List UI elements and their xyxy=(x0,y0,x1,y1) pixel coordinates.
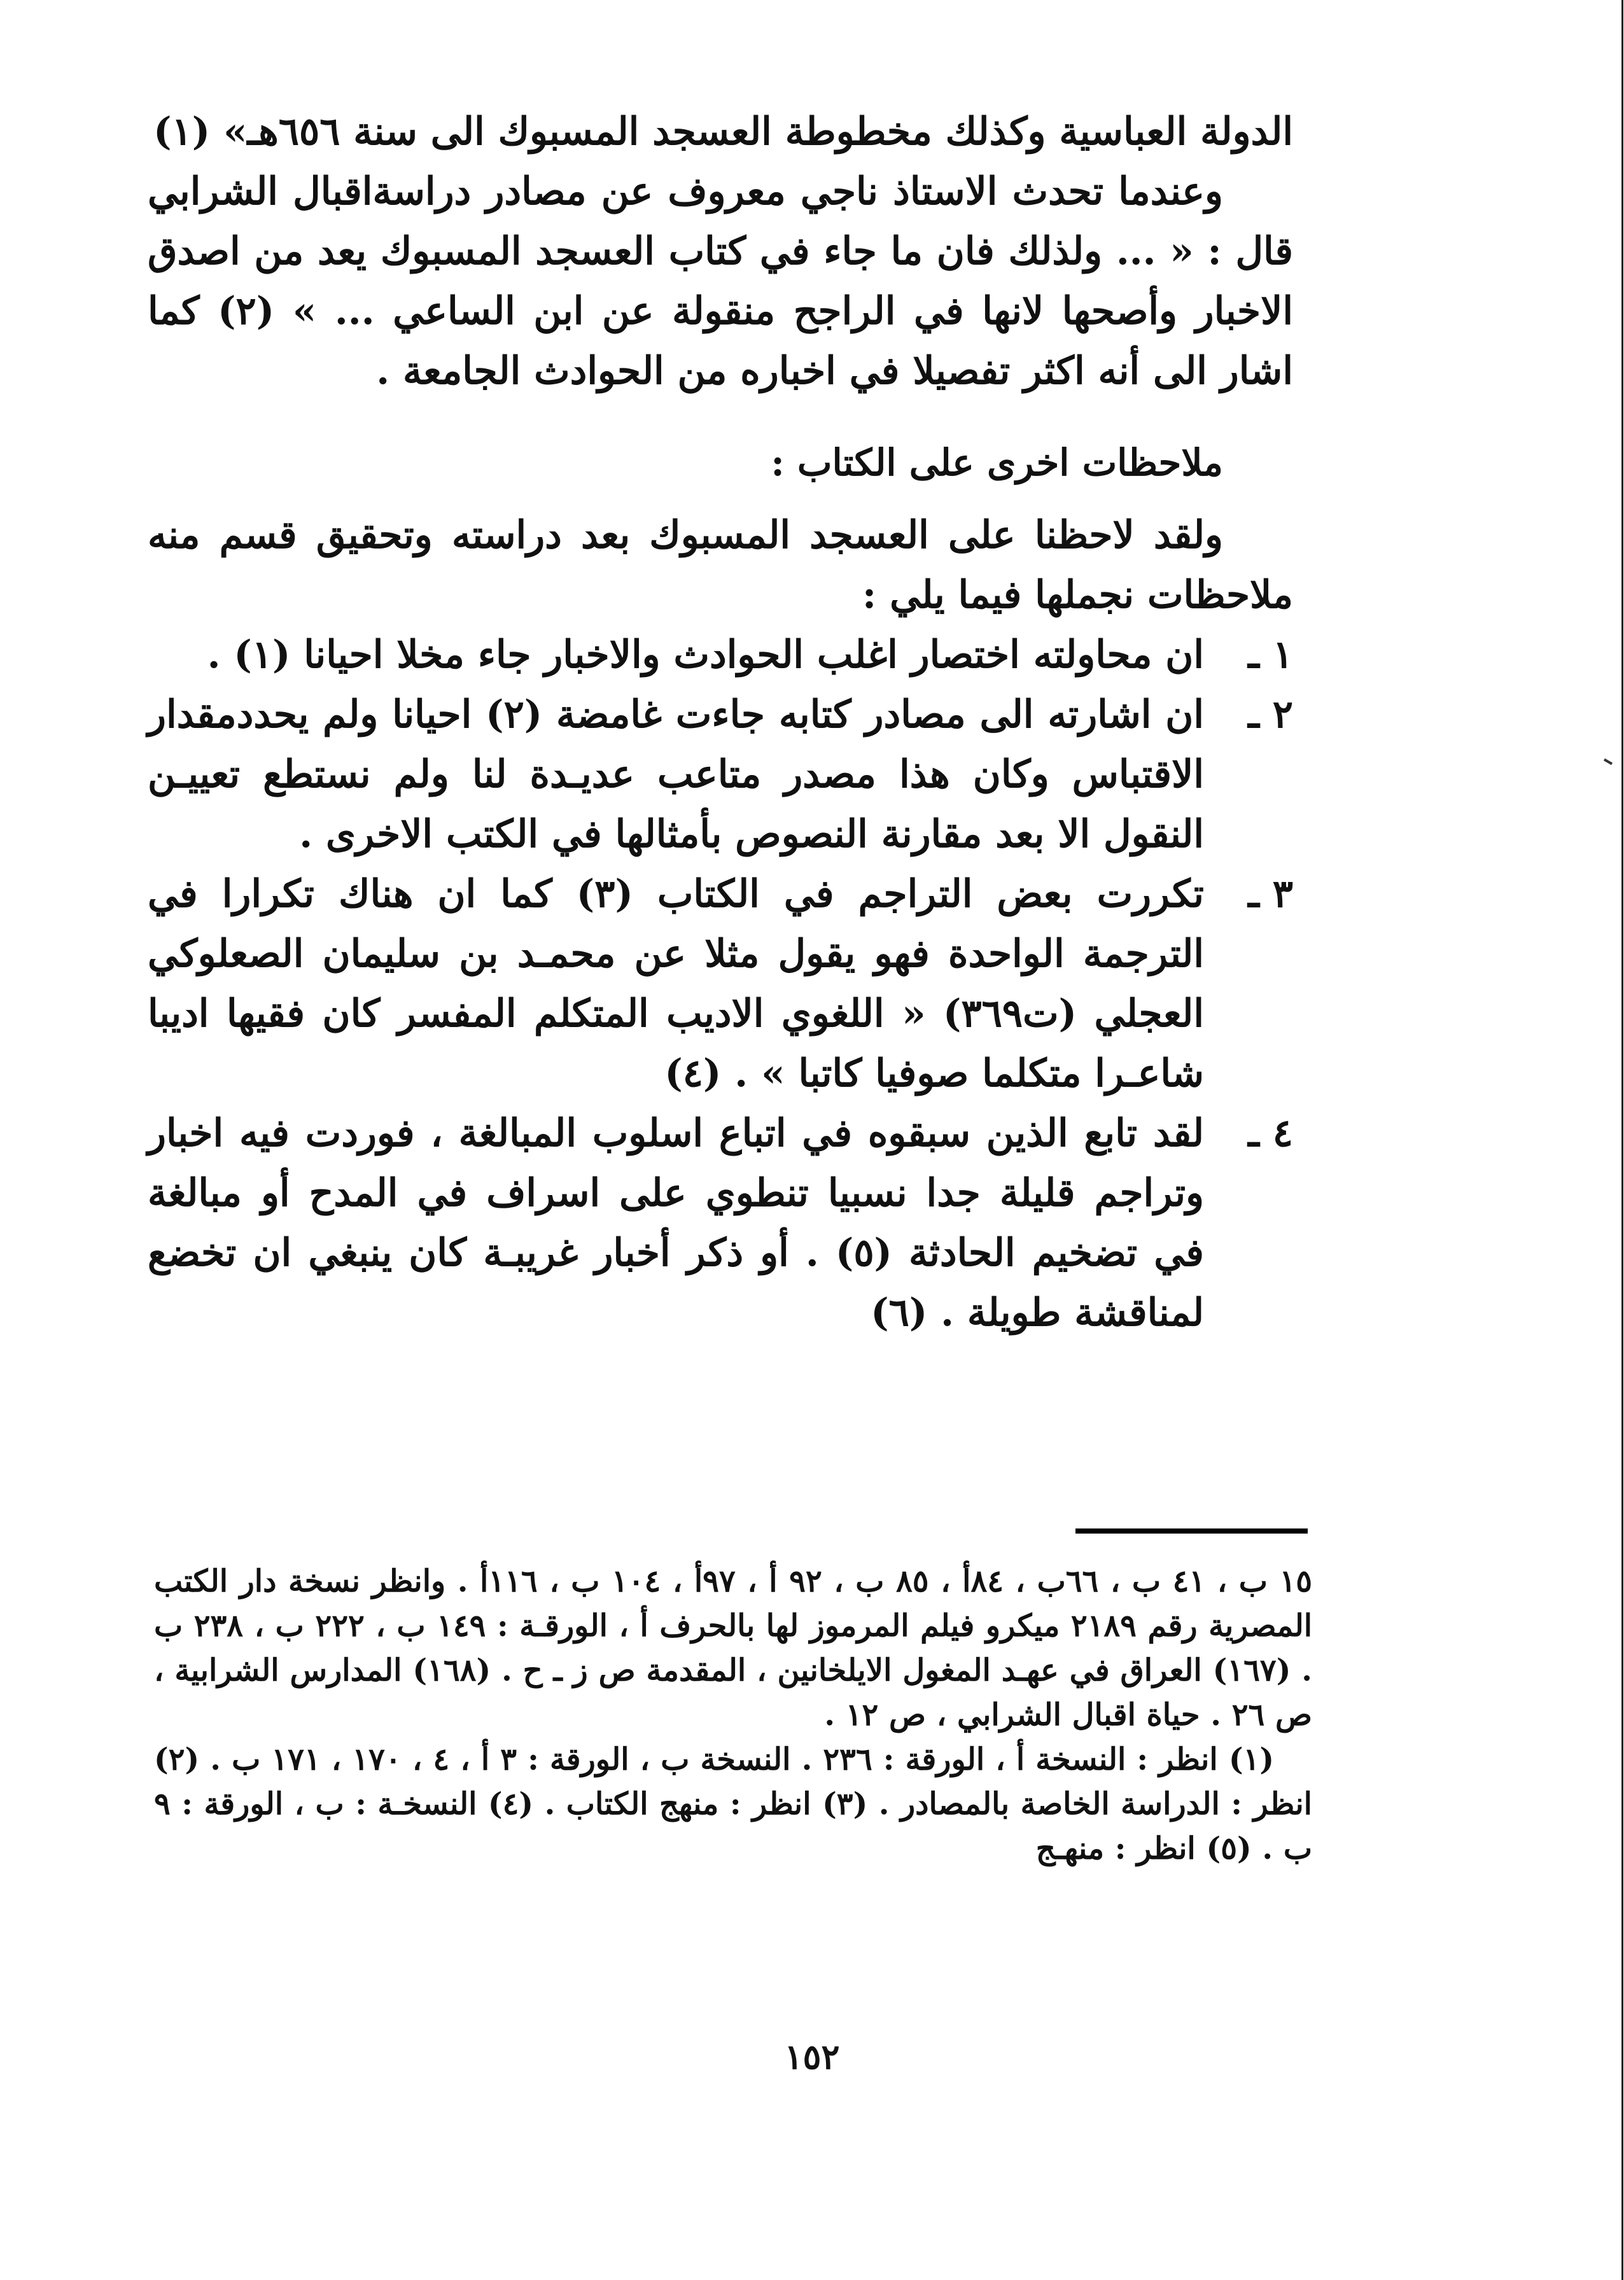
list-item xyxy=(148,864,1293,1103)
list-item-text: ان اشارته الى مصادر كتابه جاءت غامضة (٢) احيانا ولم يحددمقدار الاقتباس وكان هذا مصدر متاعب عديـدة لنا ولم نستطع تعييـن النقول الا بعد مقارنة النصوص بأمثالها في الكتب الاخرى . xyxy=(148,692,1204,857)
margin-mark xyxy=(1604,759,1613,765)
intro-first-line: الدولة العباسية وكذلك مخطوطة العسجد المسبوك الى سنة ٦٥٦هـ» (١) xyxy=(153,109,1293,154)
page-edge-line xyxy=(1621,0,1623,2280)
list-item-text: تكررت بعض التراجم في الكتاب (٣) كما ان هناك تكرارا في الترجمة الواحدة فهو يقول مثلا عن محمـد بن سليمان الصعلوكي العجلي (ت٣٦٩) « اللغوي الاديب المتكلم المفسر كان فقيها اديبا شاعـرا متكلما صوفيا كاتبا » . (٤) xyxy=(148,872,1204,1096)
list-item-number: ٣ ـ xyxy=(1248,872,1293,916)
footnote-continued: ١٥ ب ، ٤١ ب ، ٦٦ب ، ٨٤أ ، ٨٥ ب ، ٩٢ أ ، ٩٧أ ، ١٠٤ ب ، ١١٦أ . وانظر نسخة دار الكتب المصرية رقم ٢١٨٩ ميكرو فيلم المرموز لها بالحرف أ ، الورقـة : ١٤٩ ب ، ٢٢٢ ب ، ٢٣٨ ب . (١٦٧) العراق في عهـد المغول الايلخانين ، المقدمة ص ز ـ ح . (١٦٨) المدارس الشرابية ، ص ٢٦ . حياة اقبال الشرابي ، ص ١٢ . xyxy=(154,1563,1313,1733)
list-item-number: ١ ـ xyxy=(1248,633,1293,677)
list-item-number: ٤ ـ xyxy=(1248,1111,1293,1156)
section-heading: ملاحظات اخرى على الكتاب : xyxy=(771,441,1223,484)
footnote-separator xyxy=(1075,1528,1308,1534)
notes-list xyxy=(148,625,1293,1343)
footnotes xyxy=(154,1559,1312,1871)
list-item xyxy=(148,1103,1293,1343)
footnote-notes: (١) انظر : النسخة أ ، الورقة : ٢٣٦ . النسخة ب ، الورقة : ٣ أ ، ٤ ، ١٧٠ ، ١٧١ ب . (٢) انظر : الدراسة الخاصة بالمصادر . (٣) انظر : منهج الكتاب . (٤) النسخـة : ب ، الورقة : ٩ ب . (٥) انظر : منهـج xyxy=(154,1742,1313,1866)
list-item xyxy=(148,625,1293,685)
list-item-number: ٢ ـ xyxy=(1248,692,1293,737)
main-text xyxy=(148,102,1293,1343)
notes-intro: ولقد لاحظنا على العسجد المسبوك بعد دراسته وتحقيق قسم منه ملاحظات نجملها فيما يلي : xyxy=(148,513,1293,617)
list-item xyxy=(148,685,1293,864)
intro-paragraph: وعندما تحدث الاستاذ ناجي معروف عن مصادر دراسةاقبال الشرابي قال : « ... ولذلك فان ما جاء في كتاب العسجد المسبوك يعد من اصدق الاخبار وأصحها لانها في الراجح منقولة عن ابن الساعي ... » (٢) كما اشار الى أنه اكثر تفصيلا في اخباره من الحوادث الجامعة . xyxy=(148,169,1293,393)
page-number: ١٥٢ xyxy=(784,2036,840,2077)
list-item-text: ان محاولته اختصار اغلب الحوادث والاخبار جاء مخلا احيانا (١) . xyxy=(207,633,1204,677)
list-item-text: لقد تابع الذين سبقوه في اتباع اسلوب المبالغة ، فوردت فيه اخبار وتراجم قليلة جدا نسبيا تنطوي على اسراف في المدح أو مبالغة في تضخيم الحادثة (٥) . أو ذكر أخبار غريبـة كان ينبغي ان تخضع لمناقشة طويلة . (٦) xyxy=(148,1111,1204,1335)
